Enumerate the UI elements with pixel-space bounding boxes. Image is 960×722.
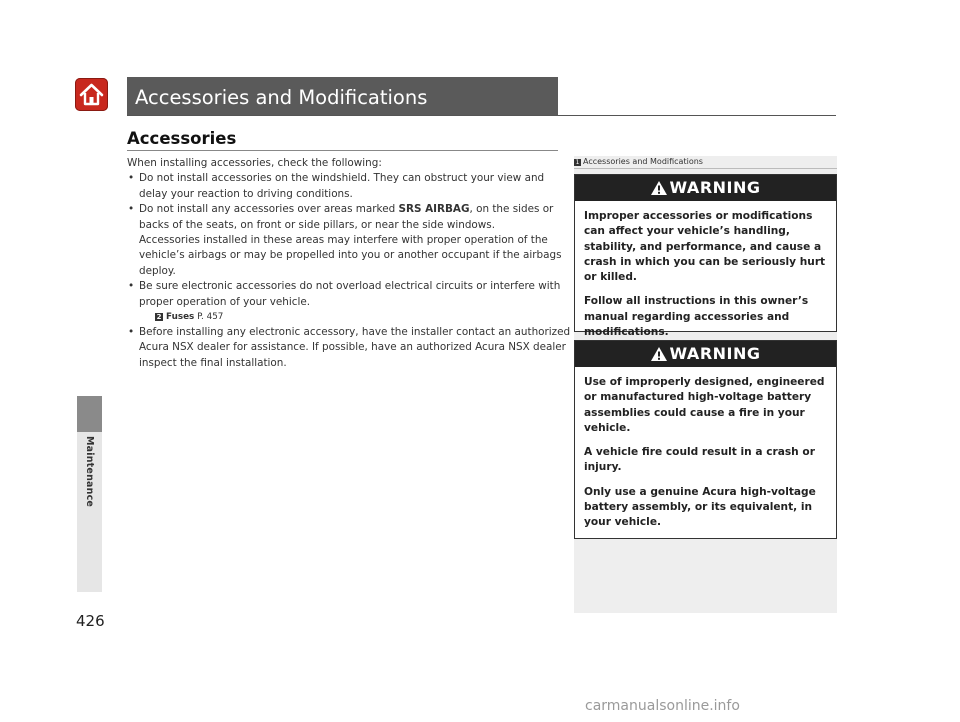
bullet-line: , on the sides or [469,203,554,216]
warning-box [574,340,837,539]
title-divider [127,115,836,116]
bullet-airbag [127,202,563,217]
section-heading: Accessories [127,129,237,148]
warning-title: WARNING [669,344,761,363]
bullet-electronic [127,279,563,294]
warning-header [575,175,836,201]
bullet-line: Do not install accessories on the windshield. They can obstruct your view and [139,172,545,185]
warning-paragraph: Only use a genuine Acura high-voltage battery assembly, or its equivalent, in your vehicle. [584,485,816,529]
watermark: carmanualsonline.info [585,698,740,714]
warning-paragraph: Use of improperly designed, engineered or manufactured high-voltage battery assemblies could cause a fire in your vehicle. [584,376,825,434]
side-panel-title: Accessories and Modifications [583,157,703,166]
bullet-line: inspect the final installation. [139,356,287,369]
fuses-page: P. 457 [194,312,224,323]
intro-text: When installing accessories, check the following: [127,157,382,169]
bullet-line: proper operation of your vehicle. [139,295,311,308]
bullet-line: delay your reaction to driving conditions. [139,187,353,200]
fuses-label: Fuses [166,312,195,323]
bullet-line: Before installing any electronic accessory, have the installer contact an authorized [139,326,571,339]
side-panel-heading [574,157,703,166]
warning-title: WARNING [669,178,761,197]
bullet-line: Acura NSX dealer for assistance. If possible, have an authorized Acura NSX dealer [139,341,566,354]
fuses-reference-link[interactable] [127,310,563,325]
sidebar-label: Maintenance [84,436,95,508]
section-divider [127,150,558,151]
reference-number-icon: 1 [575,159,580,166]
reference-arrow-icon: 2 [156,313,162,322]
bullet-line: Accessories installed in these areas may interfere with proper operation of the [139,234,548,247]
warning-paragraph: Follow all instructions in this owner’s manual regarding accessories and modifications. [584,295,809,339]
page-number: 426 [76,612,105,630]
warning-paragraph: A vehicle fire could result in a crash or injury. [584,446,815,474]
side-panel-divider [574,168,837,169]
bullet-line: Be sure electronic accessories do not overload electrical circuits or interfere with [139,280,561,293]
body-text [127,156,571,371]
srs-airbag-label: SRS AIRBAG [398,203,470,216]
bullet-line: vehicle’s airbags or may be propelled into you or another occupant if the airbags [139,249,562,262]
bullet-windshield [127,171,563,186]
home-icon[interactable] [75,78,108,111]
warning-body [575,367,836,531]
warning-paragraph: Improper accessories or modifications can affect your vehicle’s handling, stability, and performance, and cause a crash in which you can be seriously hurt or killed. [584,210,826,284]
warning-body [575,201,836,340]
warning-triangle-icon [651,181,667,195]
bullet-line: Do not install any accessories over areas marked [139,203,399,216]
warning-box [574,174,837,339]
bullet-line: backs of the seats, on front or side pillars, or near the side windows. [139,218,495,231]
warning-triangle-icon [651,347,667,361]
warning-header [575,341,836,367]
bullet-installer [127,325,571,340]
page-title: Accessories and Modifications [135,86,428,109]
bullet-line: deploy. [139,264,176,277]
sidebar-tab[interactable] [77,396,102,432]
